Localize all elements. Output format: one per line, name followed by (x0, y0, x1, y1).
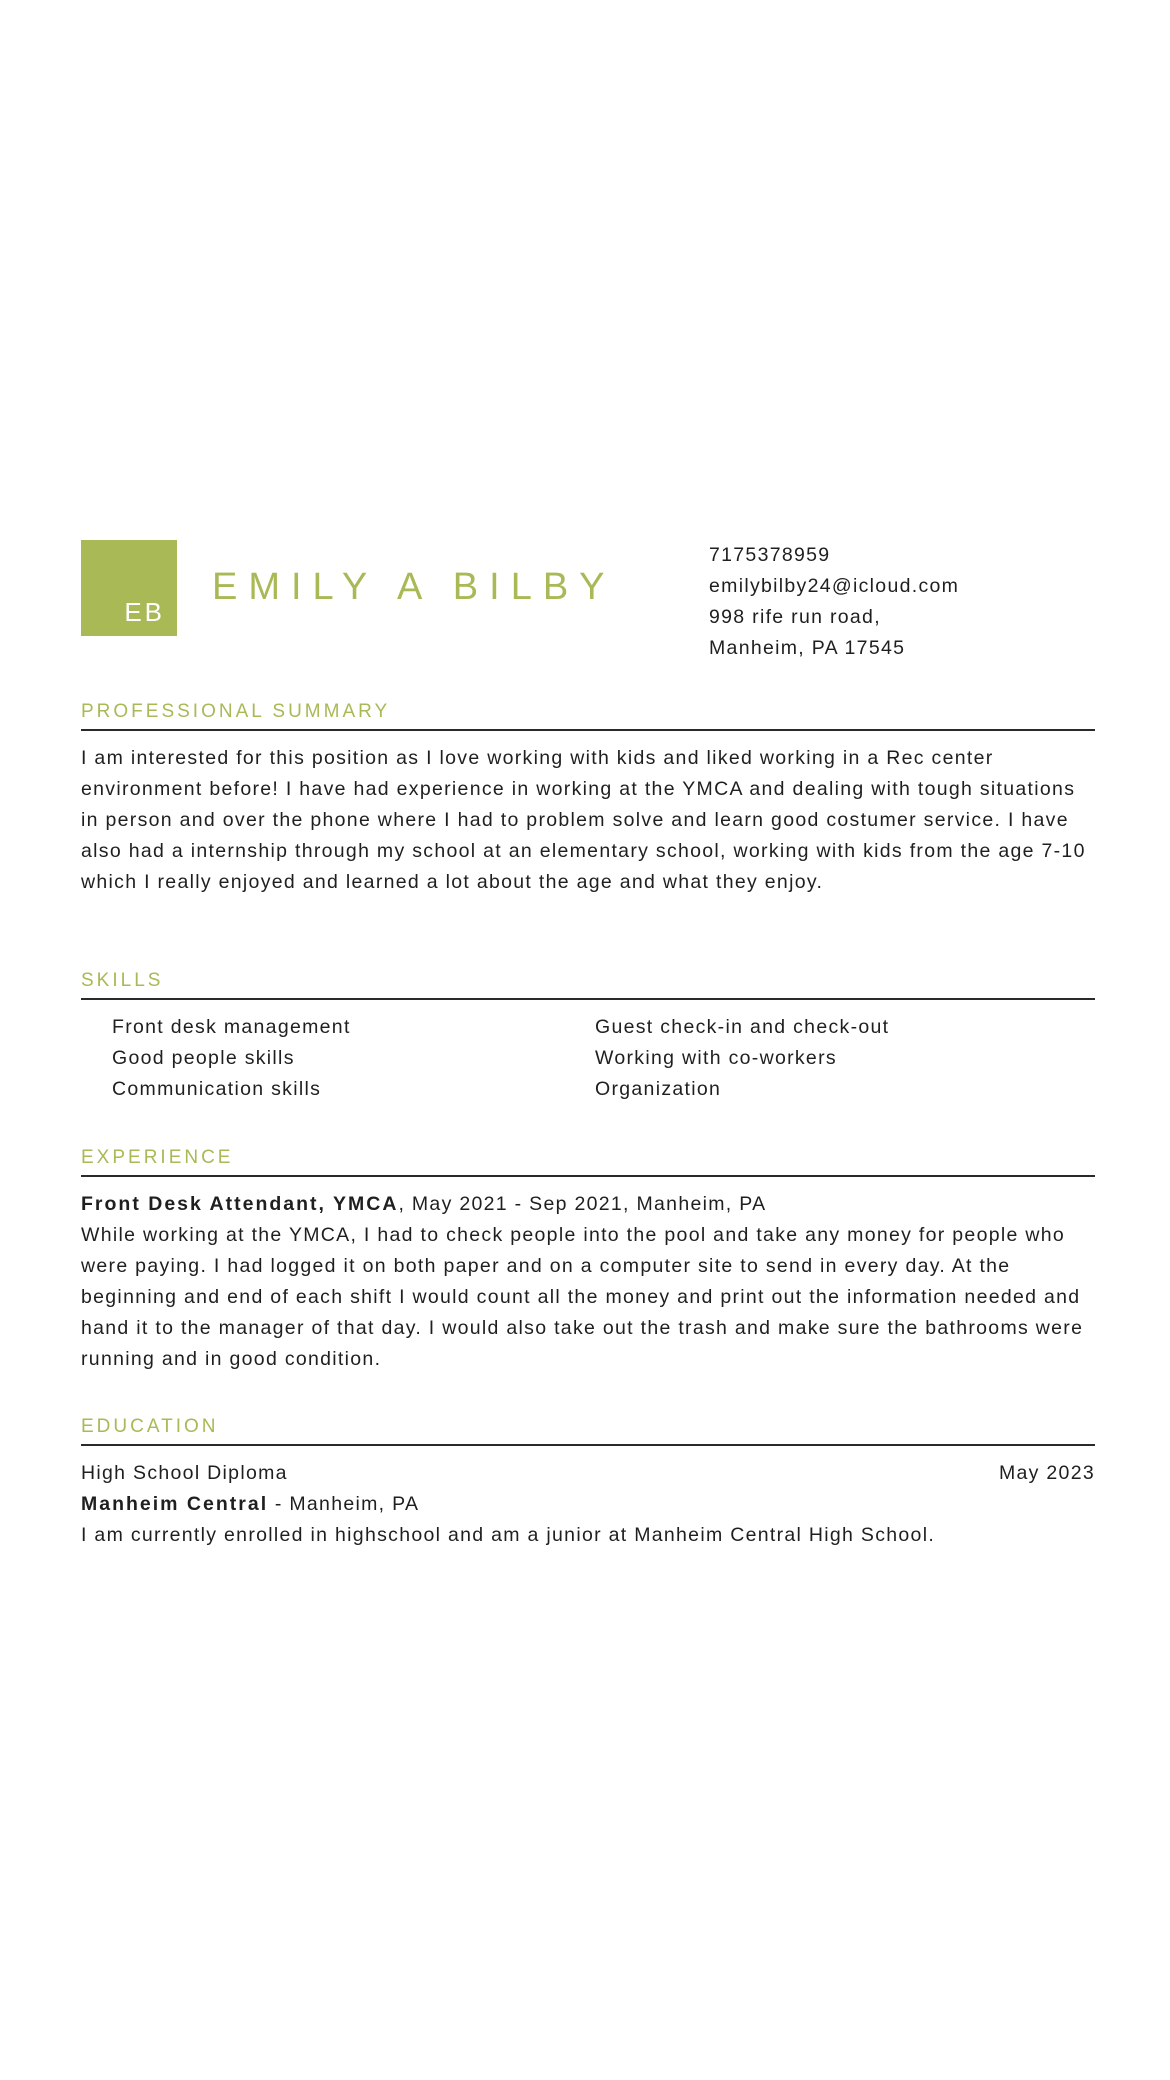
section-divider (81, 729, 1095, 731)
section-title-summary: PROFESSIONAL SUMMARY (81, 701, 391, 722)
contact-block (709, 540, 959, 664)
section-professional-summary (81, 697, 1095, 898)
section-experience (81, 1143, 1095, 1375)
monogram-badge (81, 540, 177, 636)
section-title-experience: EXPERIENCE (81, 1147, 234, 1168)
summary-text: I am interested for this position as I love working with kids and liked working in a Rec center environment before! I have had experience in working at the YMCA and dealing with tough situations in person and over the phone where I had to problem solve and learn good costumer service. I have also had a internship through my school at an elementary school, working with kids from the age 7-10 which I really enjoyed and learned a lot about the age and what they enjoy. (81, 747, 1086, 893)
section-divider (81, 1444, 1095, 1446)
job-employer: YMCA (333, 1193, 399, 1215)
education-school-row (81, 1489, 1095, 1520)
resume-header (81, 540, 1095, 670)
contact-phone: 7175378959 (709, 544, 831, 566)
education-date: May 2023 (998, 1462, 1095, 1484)
section-divider (81, 998, 1095, 1000)
skill-item: Organization (595, 1078, 722, 1100)
section-title-skills: SKILLS (81, 970, 164, 991)
job-role: Front Desk Attendant (81, 1193, 319, 1215)
contact-address-line1: 998 rife run road, (709, 606, 881, 628)
job-description: While working at the YMCA, I had to check people into the pool and take any money for people who were paying. I had logged it on both paper and on a computer site to send in every day. At the beginning and end of each shift I would count all the money and print out the information needed and hand it to the manager of that day. I would also take out the trash and make sure the bathrooms were running and in good condition. (81, 1224, 1084, 1370)
education-location: - Manheim, PA (268, 1493, 420, 1515)
contact-address-line2: Manheim, PA 17545 (709, 637, 906, 659)
skill-item: Working with co-workers (595, 1047, 837, 1069)
education-school: Manheim Central (81, 1493, 269, 1515)
section-divider (81, 1175, 1095, 1177)
monogram-initials: EB (124, 597, 165, 627)
section-skills (81, 966, 1095, 1105)
skill-item: Good people skills (112, 1047, 295, 1069)
contact-email: emilybilby24@icloud.com (709, 575, 960, 597)
skills-column-right (595, 1012, 1078, 1105)
skills-column-left (112, 1012, 595, 1105)
skill-item: Front desk management (112, 1016, 351, 1038)
candidate-name: EMILY A BILBY (212, 566, 616, 608)
education-degree-row (81, 1458, 1095, 1489)
skill-item: Guest check-in and check-out (595, 1016, 890, 1038)
job-heading: Front Desk Attendant, YMCA, May 2021 - Sep 2021, Manheim, PA (81, 1193, 767, 1215)
job-details: , May 2021 - Sep 2021, Manheim, PA (398, 1193, 767, 1215)
education-note: I am currently enrolled in highschool and am a junior at Manheim Central High School. (81, 1524, 936, 1546)
section-title-education: EDUCATION (81, 1416, 219, 1437)
section-education (81, 1412, 1095, 1551)
skills-grid (81, 1012, 1095, 1105)
education-degree: High School Diploma (81, 1462, 288, 1484)
skill-item: Communication skills (112, 1078, 322, 1100)
